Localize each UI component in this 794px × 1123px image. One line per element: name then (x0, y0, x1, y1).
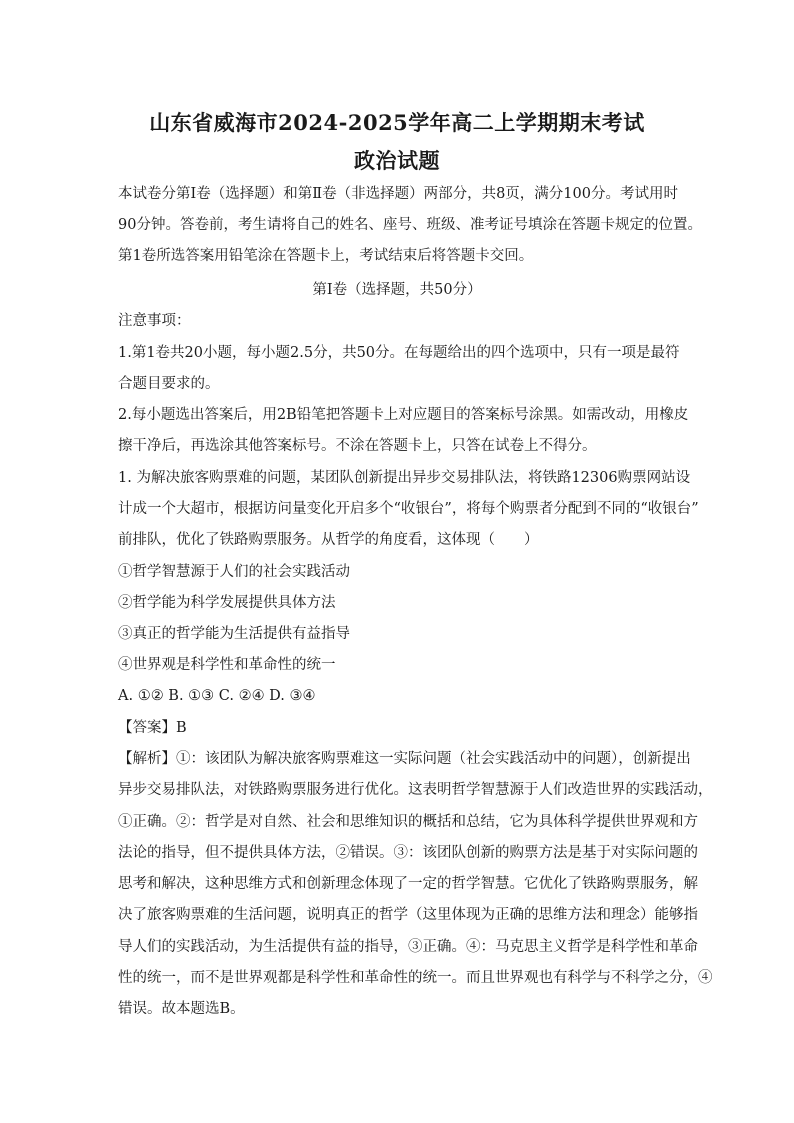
notes-label: 注意事项： (118, 313, 191, 329)
intro-line: 本试卷分第Ⅰ卷（选择题）和第Ⅱ卷（非选择题）两部分，共8页，满分100分。考试用时 (118, 186, 678, 202)
question-stem-line: 计成一个大超市，根据访问量变化开启多个“收银台”，将每个购票者分配到不同的“收银台” (118, 501, 699, 517)
statement-item: ③真正的哲学能为生活提供有益指导 (118, 626, 350, 642)
analysis-line: 决了旅客购票难的生活问题，说明真正的哲学（这里体现为正确的思维方法和理念）能够指 (118, 907, 698, 923)
analysis-line: 异步交易排队法，对铁路购票服务进行优化。这表明哲学智慧源于人们改造世界的实践活动， (118, 782, 713, 798)
analysis-line: 思考和解决，这种思维方式和创新理念体现了一定的哲学智慧。它优化了铁路购票服务，解 (118, 876, 698, 892)
analysis-line: 错误。故本题选B。 (118, 1001, 245, 1017)
note-line: 擦干净后，再选涂其他答案标号。不涂在答题卡上，只答在试卷上不得分。 (118, 438, 597, 454)
analysis-line: ①正确。②：哲学是对自然、社会和思维知识的概括和总结，它为具体科学提供世界观和方 (118, 814, 698, 830)
analysis-line: 导人们的实践活动，为生活提供有益的指导，③正确。④：马克思主义哲学是科学性和革命 (118, 939, 698, 955)
statement-item: ②哲学能为科学发展提供具体方法 (118, 595, 336, 611)
answer-line: 【答案】B (118, 720, 187, 736)
note-line: 合题目要求的。 (118, 376, 220, 392)
statement-item: ①哲学智慧源于人们的社会实践活动 (118, 564, 350, 580)
note-line: 2.每小题选出答案后，用2B铅笔把答题卡上对应题目的答案标号涂黑。如需改动，用橡皮 (118, 407, 689, 423)
answer-options: A. ①② B. ①③ C. ②④ D. ③④ (118, 688, 316, 704)
analysis-line: 性的统一，而不是世界观都是科学性和革命性的统一。而且世界观也有科学与不科学之分，④ (118, 970, 713, 986)
statement-item: ④世界观是科学性和革命性的统一 (118, 657, 336, 673)
analysis-line: 法论的指导，但不提供具体方法，②错误。③：该团队创新的购票方法是基于对实际问题的 (118, 845, 698, 861)
document-title: 山东省威海市2024-2025学年高二上学期期末考试 (149, 110, 645, 135)
document-subtitle: 政治试题 (354, 148, 440, 173)
section-heading: 第Ⅰ卷（选择题，共50分） (312, 282, 482, 298)
note-line: 1.第1卷共20小题，每小题2.5分，共50分。在每题给出的四个选项中，只有一项是最符 (118, 345, 680, 361)
analysis-line: 【解析】①：该团队为解决旅客购票难这一实际问题（社会实践活动中的问题），创新提出 (118, 751, 691, 767)
intro-line: 第1卷所选答案用铅笔涂在答题卡上，考试结束后将答题卡交回。 (118, 248, 534, 264)
intro-line: 90分钟。答卷前，考生请将自己的姓名、座号、班级、准考证号填涂在答题卡规定的位置。 (118, 217, 702, 233)
question-stem-line: 前排队，优化了铁路购票服务。从哲学的角度看，这体现（ ） (118, 532, 539, 548)
question-stem-line: 1. 为解决旅客购票难的问题，某团队创新提出异步交易排队法，将铁路12306购票网站设 (118, 470, 691, 486)
